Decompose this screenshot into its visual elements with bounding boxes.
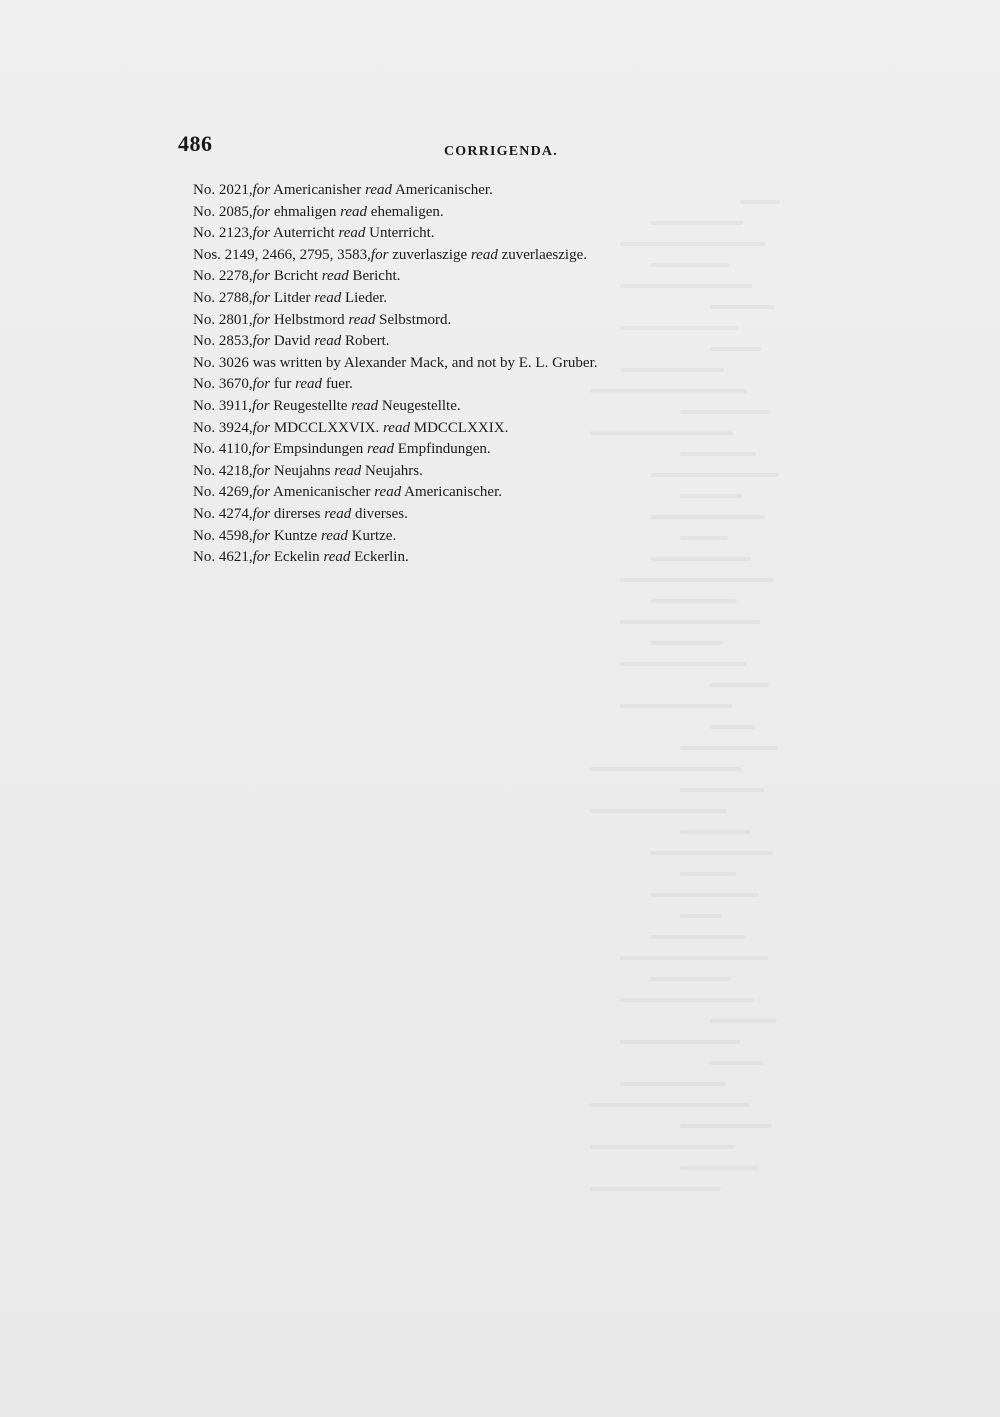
show-through-line (650, 935, 745, 939)
entry-number: No. 2278, (193, 268, 253, 285)
read-word: read (324, 505, 352, 522)
show-through-line (620, 368, 724, 372)
show-through-line (650, 515, 765, 519)
show-through-line (680, 1166, 758, 1170)
wrong-text: Empsindungen (269, 441, 368, 458)
read-word: read (314, 333, 342, 350)
for-word: for (252, 182, 271, 198)
correct-text: Bericht. (348, 268, 401, 285)
for-word: for (252, 527, 271, 544)
read-word: read (295, 376, 323, 393)
read-word: read (321, 268, 349, 285)
corrigenda-list (193, 180, 813, 569)
wrong-text: MDCCLXXVIX. (270, 419, 384, 436)
entry-number: No. 3670, (193, 376, 253, 393)
show-through-line (680, 788, 764, 792)
show-through-line (650, 893, 759, 897)
show-through-line (650, 977, 731, 981)
correct-text: Robert. (341, 333, 390, 350)
show-through-line (650, 851, 773, 855)
show-through-line (650, 221, 743, 225)
wrong-text: Reugestellte (269, 397, 352, 414)
entry-number: No. 4269, (193, 484, 253, 501)
read-word: read (348, 311, 376, 328)
entry-number: No. 4621, (193, 549, 253, 566)
wrong-text: Eckelin (270, 549, 324, 566)
show-through-line (680, 872, 736, 876)
show-through-line (620, 620, 760, 624)
correct-text: zuverlaeszige. (497, 246, 587, 263)
wrong-text: Helbstmord (270, 311, 349, 328)
for-word: for (252, 441, 270, 458)
show-through-line (620, 1040, 740, 1044)
show-through-line (710, 1061, 763, 1065)
correct-text: ehemaligen. (367, 203, 444, 220)
wrong-text: Litder (270, 289, 315, 306)
corrigendum-entry (193, 396, 813, 418)
show-through-line (740, 200, 780, 204)
show-through-line (620, 704, 732, 708)
entry-number: No. 4274, (193, 505, 253, 522)
entry-number: No. 3924, (193, 419, 253, 436)
wrong-text: David (270, 333, 315, 350)
read-word: read (334, 462, 362, 479)
read-word: read (365, 182, 393, 198)
show-through-line (680, 536, 728, 540)
show-through-line (650, 473, 779, 477)
wrong-text: Americanisher (270, 182, 366, 198)
correct-text: Lieder. (341, 289, 388, 306)
show-through-line (620, 998, 754, 1002)
show-through-line (680, 1124, 772, 1128)
show-through-line (590, 1187, 721, 1191)
show-through-line (710, 683, 769, 687)
for-word: for (252, 225, 271, 242)
wrong-text: direrses (270, 505, 325, 522)
correct-text: fuer. (322, 376, 353, 393)
show-through-line (680, 494, 742, 498)
entry-number: No. 2788, (193, 289, 253, 306)
entry-number: No. 4598, (193, 527, 253, 544)
for-word: for (252, 462, 271, 479)
for-word: for (252, 549, 271, 566)
entry-number: No. 3026 was written by Alexander Mack, and not by E. L. Gruber. (193, 354, 598, 371)
entry-number: No. 2123, (193, 225, 253, 242)
entry-number: No. 4110, (193, 441, 253, 458)
entry-number: Nos. 2149, 2466, 2795, 3583, (193, 246, 371, 263)
correct-text: Kurtze. (347, 527, 397, 544)
for-word: for (252, 484, 271, 501)
for-word: for (252, 311, 271, 328)
correct-text: MDCCLXXIX. (409, 419, 509, 436)
correct-text: Selbstmord. (375, 311, 452, 328)
correct-text: Neujahrs. (361, 462, 423, 479)
corrigendum-entry (193, 461, 813, 483)
for-word: for (370, 246, 389, 263)
corrigendum-entry (193, 439, 813, 461)
show-through-line (620, 956, 768, 960)
correct-text: Americanischer. (401, 484, 502, 501)
wrong-text: Neujahns (270, 462, 335, 479)
show-through-line (590, 767, 741, 771)
show-through-line (650, 263, 729, 267)
entry-number: No. 2801, (193, 311, 253, 328)
show-through-line (590, 431, 733, 435)
show-through-line (620, 284, 752, 288)
read-word: read (383, 419, 410, 436)
read-word: read (314, 289, 342, 306)
correct-text: diverses. (351, 505, 408, 522)
corrigendum-entry (193, 202, 813, 224)
for-word: for (252, 333, 271, 350)
show-through-line (710, 305, 775, 309)
entry-number: No. 4218, (193, 462, 253, 479)
wrong-text: ehmaligen (270, 203, 341, 220)
show-through-line (620, 242, 766, 246)
for-word: for (252, 268, 271, 285)
entry-number: No. 2085, (193, 203, 253, 220)
wrong-text: Bcricht (270, 268, 322, 285)
for-word: for (252, 203, 271, 220)
show-through-line (620, 1082, 726, 1086)
wrong-text: Amenicanischer (270, 484, 375, 501)
show-through-line (590, 1103, 749, 1107)
read-word: read (340, 203, 368, 220)
read-word: read (338, 225, 366, 242)
show-through-line (620, 662, 746, 666)
read-word: read (367, 441, 394, 458)
correct-text: Americanischer. (392, 182, 493, 198)
running-head: CORRIGENDA. (444, 144, 558, 159)
read-word: read (374, 484, 402, 501)
show-through-line (680, 914, 722, 918)
page-number: 486 (178, 131, 213, 156)
wrong-text: Kuntze (270, 527, 321, 544)
show-through-line (710, 1019, 777, 1023)
entry-number: No. 3911, (193, 397, 253, 414)
show-through-line (680, 830, 750, 834)
corrigendum-entry (193, 418, 813, 440)
correct-text: Empfindungen. (394, 441, 491, 458)
wrong-text: zuverlaszige (388, 246, 471, 263)
show-through-line (590, 809, 727, 813)
for-word: for (252, 289, 271, 306)
wrong-text: Auterricht (270, 225, 339, 242)
read-word: read (323, 549, 351, 566)
for-word: for (252, 505, 271, 522)
read-word: read (320, 527, 348, 544)
for-word: for (252, 397, 270, 414)
show-through-line (590, 389, 747, 393)
show-through-line (680, 746, 778, 750)
show-through-line (710, 347, 761, 351)
show-through-line (620, 326, 738, 330)
entry-number: No. 2853, (193, 333, 253, 350)
correct-text: Neugestellte. (378, 397, 461, 414)
show-through-line (650, 599, 737, 603)
show-through-line (650, 641, 723, 645)
correct-text: Unterricht. (365, 225, 435, 242)
wrong-text: fur (270, 376, 296, 393)
entry-number: No. 2021, (193, 182, 253, 198)
read-word: read (351, 397, 379, 414)
for-word: for (252, 376, 271, 393)
show-through-line (590, 1145, 735, 1149)
corrigendum-entry (193, 180, 813, 202)
show-through-line (710, 725, 755, 729)
show-through-line (680, 452, 756, 456)
correct-text: Eckerlin. (350, 549, 409, 566)
read-word: read (470, 246, 498, 263)
show-through-line (680, 410, 770, 414)
show-through-line (650, 557, 751, 561)
for-word: for (252, 419, 271, 436)
show-through-line (620, 578, 774, 582)
